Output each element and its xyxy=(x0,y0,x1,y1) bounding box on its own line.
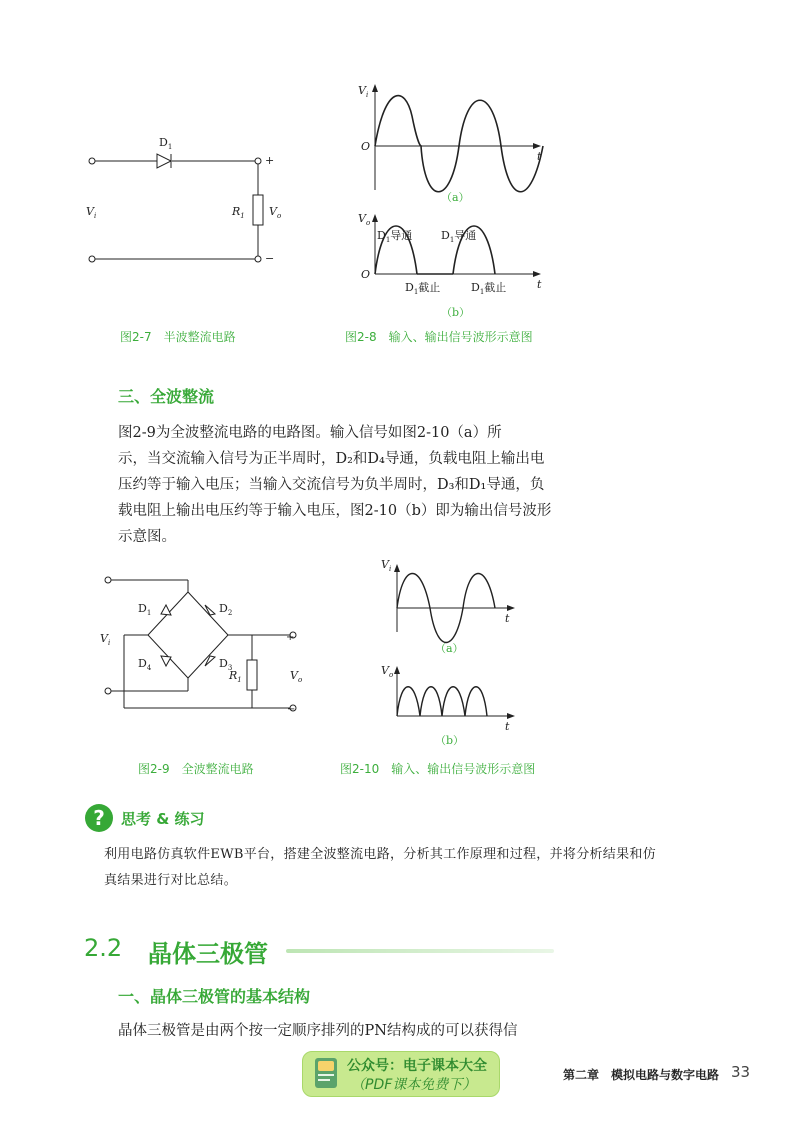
r1-label: R xyxy=(232,205,241,218)
section-number: 2.2 xyxy=(84,934,123,962)
section-title-rule xyxy=(286,949,554,953)
section-2-2-text: 晶体三极管是由两个按一定顺序排列的PN结构成的可以获得信 xyxy=(118,1023,518,1039)
svg-text:R1: $R_1$ xyxy=(232,205,245,220)
svg-text:R1: $R_1$ xyxy=(229,669,242,684)
paragraph-line: 压约等于输入电压；当输入交流信号为负半周时，D₃和D₁导通，负 xyxy=(118,477,545,493)
svg-text:D4: $D_4$ xyxy=(138,657,152,672)
vi-axis-label: V xyxy=(381,558,389,571)
vo-axis-label: V xyxy=(381,664,389,677)
subfigure-a-label: （a） xyxy=(435,642,464,655)
d1-label: D xyxy=(159,136,168,149)
promo-badge xyxy=(302,1051,500,1097)
minus-sign: − xyxy=(287,704,296,715)
think-practice-title: 思考 & 练习 xyxy=(121,810,205,828)
vo-label: V xyxy=(290,669,298,682)
badge-line-2: （PDF课本免费下） xyxy=(351,1077,477,1093)
svg-text:Vo: $V_o$ xyxy=(381,664,394,679)
vo-label: V xyxy=(269,205,277,218)
subfigure-b-label: （b） xyxy=(441,306,471,319)
svg-text:t: t xyxy=(537,278,542,291)
subfigure-a-label: （a） xyxy=(441,191,470,204)
svg-text:Vi: $V_i$ xyxy=(358,84,369,99)
svg-text:Vo: $V_o$ xyxy=(269,205,282,220)
conducting-label-2: 导通 xyxy=(454,229,477,242)
vo-axis-label: V xyxy=(358,212,366,225)
exercise-line: 真结果进行对比总结。 xyxy=(104,873,238,888)
plus-sign: + xyxy=(286,632,295,643)
svg-text:Vi: $V_i$ xyxy=(381,558,392,573)
vi-axis-label: V xyxy=(358,84,366,97)
svg-text:Vo: $V_o$ xyxy=(358,212,371,227)
figure-2-8-waveforms xyxy=(355,80,555,325)
svg-text:t: t xyxy=(505,720,510,733)
paragraph-line: 示意图。 xyxy=(118,529,176,545)
t-axis-label: t xyxy=(537,150,542,163)
r1-label: R xyxy=(229,669,238,682)
minus-sign: − xyxy=(265,252,275,265)
svg-text:D1导通: $D_1$导通 xyxy=(377,229,413,244)
d1-subscript: 1 xyxy=(167,143,173,151)
svg-text:Vi: $V_i$ xyxy=(100,632,111,647)
section-3-paragraph xyxy=(118,420,558,550)
svg-text:D1导通: $D_1$导通 xyxy=(441,229,477,244)
question-icon: ? xyxy=(85,804,113,832)
exercise-line: 利用电路仿真软件EWB平台，搭建全波整流电路，分析其工作原理和过程，并将分析结果和仿 xyxy=(104,847,657,862)
chapter-label: 第二章 模拟电路与数字电路 xyxy=(563,1068,720,1082)
subfigure-b-label: （b） xyxy=(435,734,465,747)
book-icon xyxy=(315,1058,337,1088)
svg-text:O: O xyxy=(361,268,371,281)
vi-label: V xyxy=(100,632,108,645)
section-heading-full-wave: 三、全波整流 xyxy=(118,387,215,406)
d4-label: D xyxy=(138,657,147,670)
svg-text:D1 xyxy=(159,136,172,151)
figure-2-10-caption: 图2-10 输入、输出信号波形示意图 xyxy=(340,762,536,776)
d3-label: D xyxy=(219,657,228,670)
figure-2-7-circuit xyxy=(80,130,290,270)
cutoff-label-1: 截止 xyxy=(418,281,441,294)
svg-text:D1截止: $D_1$截止 xyxy=(471,281,507,296)
d2-label: D xyxy=(219,602,228,615)
svg-text:D1截止: $D_1$截止 xyxy=(405,281,441,296)
svg-text:D3: $D_3$ xyxy=(219,657,233,672)
origin-label: O xyxy=(361,140,371,153)
conducting-label-1: 导通 xyxy=(390,229,413,242)
figure-2-9-circuit xyxy=(92,572,304,722)
badge-line-1: 公众号：电子课本大全 xyxy=(347,1058,487,1074)
paragraph-line: 示，当交流输入信号为正半周时，D₂和D₄导通，负载电阻上输出电 xyxy=(118,451,545,467)
svg-text:D2: $D_2$ xyxy=(219,602,233,617)
figure-2-9-caption: 图2-9 全波整流电路 xyxy=(138,762,254,776)
plus-sign: + xyxy=(265,154,275,167)
d1-label: D xyxy=(138,602,147,615)
paragraph-line: 图2-9为全波整流电路的电路图。输入信号如图2-10（a）所 xyxy=(118,425,502,441)
svg-text:Vi: $V_i$ xyxy=(86,205,97,220)
cutoff-label-2: 截止 xyxy=(484,281,507,294)
figure-2-8-caption: 图2-8 输入、输出信号波形示意图 xyxy=(345,330,533,344)
figure-2-10-waveforms xyxy=(375,552,525,752)
section-title: 晶体三极管 xyxy=(148,940,268,968)
paragraph-line: 载电阻上输出电压约等于输入电压，图2-10（b）即为输出信号波形 xyxy=(118,503,552,519)
svg-text:D1: $D_1$ xyxy=(138,602,152,617)
figure-2-7-caption: 图2-7 半波整流电路 xyxy=(120,330,236,344)
page-number: 33 xyxy=(731,1063,751,1081)
think-practice-text xyxy=(104,842,656,894)
vi-label: V xyxy=(86,205,94,218)
sub-heading-basic-structure: 一、晶体三极管的基本结构 xyxy=(118,987,311,1006)
svg-text:Vo: $V_o$ xyxy=(290,669,303,684)
t-axis-label: t xyxy=(505,612,510,625)
